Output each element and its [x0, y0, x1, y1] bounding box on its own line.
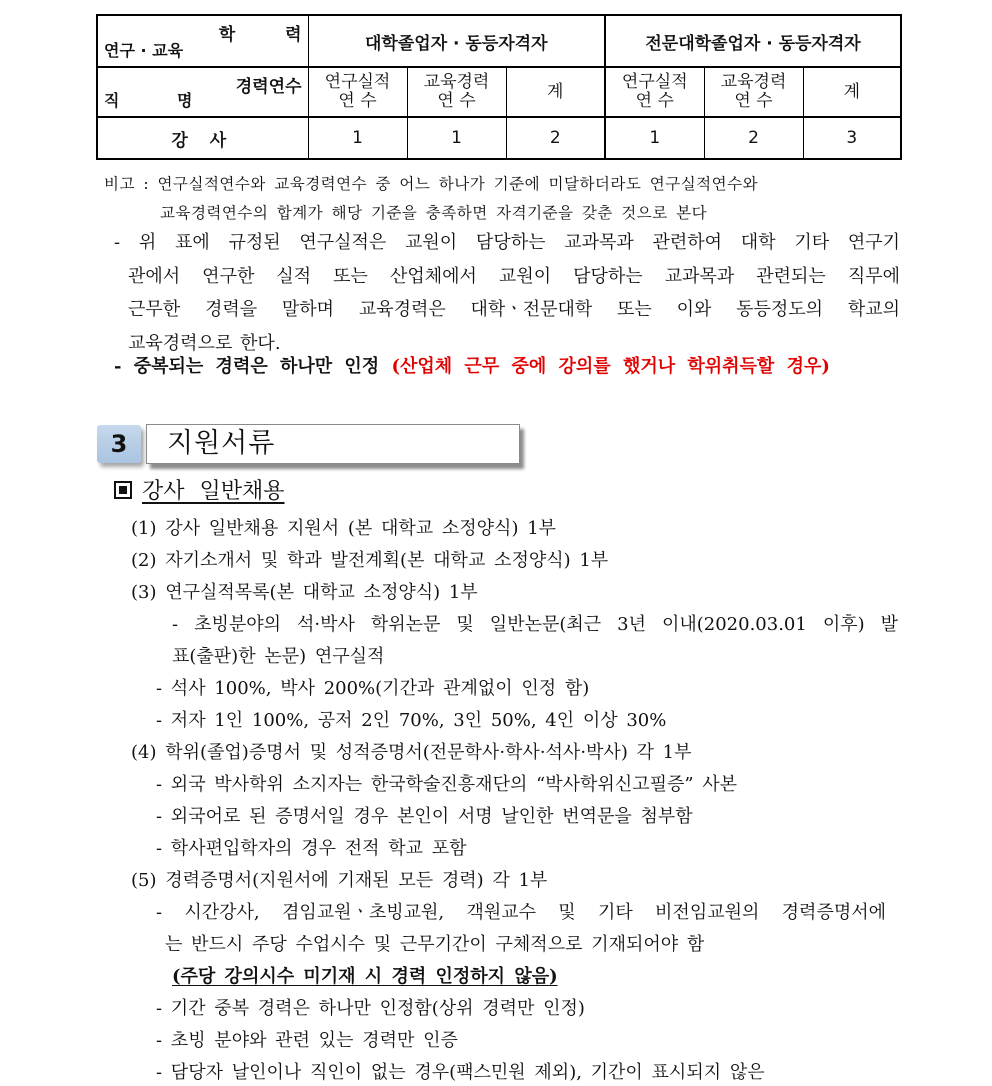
corner-education-label: 학 력	[218, 25, 324, 45]
col-edu-years-college: 교육경력 연 수	[704, 67, 803, 117]
paragraph-line: 근무한 경력을 말하며 교육경력은 대학ㆍ전문대학 또는 이와 동등정도의 학교의	[128, 299, 900, 320]
col-research-years-college: 연구실적 연 수	[605, 67, 704, 117]
group-college-header: 전문대학졸업자 · 동등자격자	[605, 15, 901, 67]
list-subitem: - 초빙분야의 석·박사 학위논문 및 일반논문(최근 3년 이내(2020.03.01 이후) 발	[172, 614, 898, 635]
list-item: (2) 자기소개서 및 학과 발전계획(본 대학교 소정양식) 1부	[131, 550, 609, 571]
corner-research-label: 연구 · 교육	[104, 41, 184, 60]
filled-square-icon	[114, 481, 132, 499]
list-subitem: - 외국 박사학위 소지자는 한국학술진흥재단의 “박사학위신고필증” 사본	[156, 774, 738, 795]
paragraph-line: 교육경력으로 한다.	[128, 332, 281, 354]
list-item: (4) 학위(졸업)증명서 및 성적증명서(전문학사·학사·석사·박사) 각 1부	[131, 742, 692, 763]
corner-position-label: 직 명	[104, 91, 219, 110]
list-item: (5) 경력증명서(지원서에 기재된 모든 경력) 각 1부	[131, 870, 548, 891]
header-corner-cell-2	[97, 67, 308, 117]
header-corner-cell	[97, 15, 324, 67]
col-edu-years-univ: 교육경력 연 수	[407, 67, 506, 117]
col-research-years-univ: 연구실적 연 수	[308, 67, 407, 117]
list-subitem: - 기간 중복 경력은 하나만 인정함(상위 경력만 인정)	[156, 998, 585, 1019]
group-university-header: 대학졸업자 · 동등자격자	[308, 15, 605, 67]
col-total-univ: 계	[506, 67, 605, 117]
section-title: 지원서류	[146, 424, 520, 464]
research-definition-paragraph	[114, 226, 900, 360]
paragraph-line: - 위 표에 규정된 연구실적은 교원이 담당하는 교과목과 관련하여 대학 기타 연구기	[114, 232, 900, 253]
subsection-title: 강사 일반채용	[142, 479, 285, 504]
col-total-college: 계	[803, 67, 901, 117]
list-subitem: - 학사편입학자의 경우 전적 학교 포함	[156, 838, 467, 859]
list-subitem: - 초빙 분야와 관련 있는 경력만 인증	[156, 1030, 458, 1051]
remark-line-1: 비고 : 연구실적연수와 교육경력연수 중 어느 하나가 기준에 미달하더라도 연구실적연수와	[104, 175, 759, 193]
table-cell: 2	[506, 117, 605, 159]
list-subitem: - 시간강사, 겸임교원ㆍ초빙교원, 객원교수 및 기타 비전임교원의 경력증명서에	[156, 902, 886, 923]
list-subitem-emphasis: (주당 강의시수 미기재 시 경력 인정하지 않음)	[172, 966, 558, 987]
duplicate-note-bold: - 중복되는 경력은 하나만 인정	[114, 356, 380, 377]
list-subitem: 는 반드시 주당 수업시수 및 근무기간이 구체적으로 기재되어야 함	[165, 934, 705, 955]
qualification-table	[96, 14, 902, 160]
section-number-badge: 3	[97, 425, 141, 463]
list-subitem: 표(출판)한 논문) 연구실적	[172, 646, 385, 667]
table-cell: 3	[803, 117, 901, 159]
table-cell: 2	[704, 117, 803, 159]
list-subitem: - 담당자 날인이나 직인이 없는 경우(팩스민원 제외), 기간이 표시되지 않은	[156, 1062, 765, 1083]
list-subitem: - 저자 1인 100%, 공저 2인 70%, 3인 50%, 4인 이상 30%	[156, 710, 667, 731]
table-cell: 1	[407, 117, 506, 159]
subsection-heading	[114, 474, 285, 505]
duplicate-career-note	[114, 352, 830, 378]
row-lecturer-label: 강 사	[97, 117, 308, 159]
duplicate-note-red: (산업체 근무 중에 강의를 했거나 학위취득할 경우)	[391, 356, 830, 377]
corner-years-label: 경력연수	[235, 77, 302, 97]
list-subitem: - 석사 100%, 박사 200%(기간과 관계없이 인정 함)	[156, 678, 590, 699]
remark-line-2: 교육경력연수의 합계가 해당 기준을 충족하면 자격기준을 갖춘 것으로 본다	[160, 204, 708, 222]
table-cell: 1	[308, 117, 407, 159]
list-item: (3) 연구실적목록(본 대학교 소정양식) 1부	[131, 582, 478, 603]
list-item: (1) 강사 일반채용 지원서 (본 대학교 소정양식) 1부	[131, 518, 557, 539]
paragraph-line: 관에서 연구한 실적 또는 산업체에서 교원이 담당하는 교과목과 관련되는 직무에	[128, 265, 900, 287]
list-subitem: - 외국어로 된 증명서일 경우 본인이 서명 날인한 번역문을 첨부함	[156, 806, 693, 827]
table-cell: 1	[605, 117, 704, 159]
